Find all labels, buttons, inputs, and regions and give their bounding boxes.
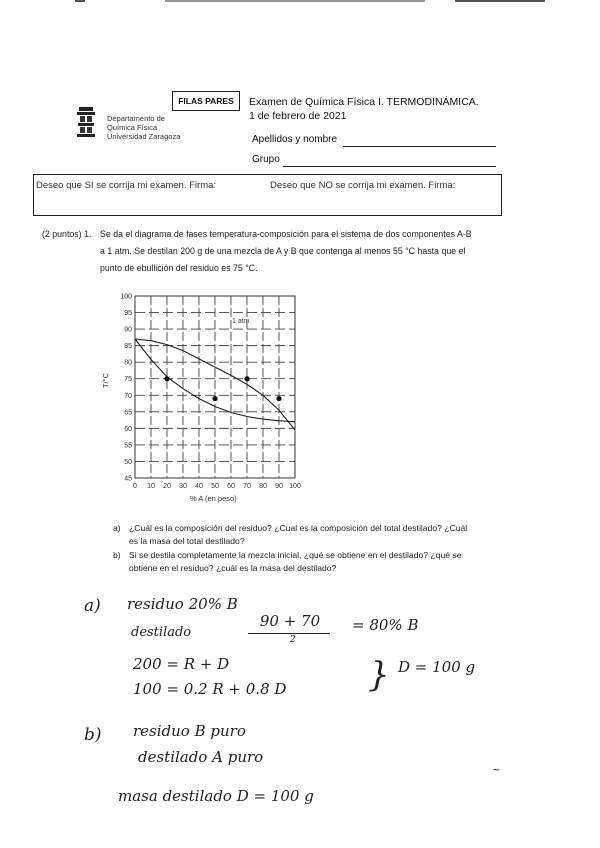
- question-line: punto de ebullición del residuo es 75 °C.: [100, 263, 258, 273]
- x-tick-label: 80: [259, 483, 267, 490]
- subquestion-b-line: Si se destila completamente la mezcla inicial, ¿qué se obtiene en el destilado? ¿qué se: [129, 550, 462, 560]
- exam-title: Examen de Química Física I. TERMODINÁMICA.: [249, 96, 479, 108]
- y-tick-label: 50: [124, 458, 132, 466]
- y-tick-label: 45: [124, 475, 132, 483]
- subquestion-a: [129, 522, 509, 548]
- chart-xlabel: % A (en peso): [190, 494, 237, 503]
- answer-b-masa: masa destilado D = 100 g: [118, 787, 314, 805]
- subquestion-b-line: obtiene en el residuo? ¿cuál es la masa del destilado?: [129, 563, 337, 573]
- data-point: [164, 376, 169, 381]
- university-crest-logo: [76, 105, 96, 139]
- x-tick-label: 40: [195, 483, 203, 490]
- subquestion-a-line: es la masa del total destilado?: [129, 536, 245, 546]
- x-tick-label: 10: [147, 483, 155, 490]
- department-line: Universidad Zaragoza: [107, 132, 181, 141]
- y-tick-label: 80: [124, 359, 132, 367]
- department-line: Departamento de: [107, 114, 165, 123]
- subquestion-b: [129, 549, 509, 575]
- chart-points: [164, 376, 281, 401]
- y-tick-label: 60: [124, 425, 132, 433]
- y-tick-label: 100: [120, 293, 132, 301]
- answer-a-label: a): [84, 596, 101, 616]
- consent-no-label: Deseo que NO se corrija mi examen. Firma:: [270, 180, 456, 191]
- y-tick-label: 55: [124, 442, 132, 450]
- answer-b-destilado: destilado A puro: [138, 748, 264, 766]
- subquestion-a-line: ¿Cuál es la composición del residuo? ¿Cual es la composición del total destilado? ¿Cuál: [129, 523, 468, 533]
- x-tick-label: 90: [275, 483, 283, 490]
- question-number: 1.: [84, 229, 92, 239]
- question-points: [42, 226, 91, 243]
- data-point: [244, 376, 249, 381]
- answer-fraction-numerator: 90 + 70: [259, 612, 321, 630]
- scan-top-rule: [75, 0, 545, 3]
- subquestion-a-label: a): [113, 523, 121, 533]
- chart-grid: [135, 296, 295, 478]
- chart-ylabel: T/°C: [101, 372, 110, 388]
- x-tick-label: 70: [243, 483, 251, 490]
- y-tick-label: 85: [124, 343, 132, 351]
- answer-equation-2: 100 = 0.2 R + 0.8 D: [133, 680, 287, 698]
- department-block: [107, 114, 180, 141]
- answer-b-label: b): [84, 725, 102, 745]
- answer-fraction-denominator: 2: [290, 635, 296, 645]
- answer-b-residuo: residuo B puro: [133, 722, 246, 740]
- chart-inside-label: 1 atm: [232, 318, 250, 325]
- question-points-label: (2 puntos): [42, 229, 82, 239]
- group-field-label: Grupo: [252, 154, 280, 165]
- exam-header: [249, 95, 479, 123]
- x-tick-label: 20: [163, 483, 171, 490]
- department-line: Química Física: [107, 123, 158, 132]
- exam-date: 1 de febrero de 2021: [249, 110, 347, 122]
- group-field-line[interactable]: [283, 166, 496, 167]
- y-tick-label: 65: [124, 409, 132, 417]
- consent-box: [33, 174, 502, 216]
- x-tick-label: 100: [289, 483, 301, 490]
- y-tick-label: 70: [124, 392, 132, 400]
- y-tick-label: 95: [124, 310, 132, 318]
- filas-pares-box: FILAS PARES: [172, 91, 240, 111]
- answer-equation-1: 200 = R + D: [133, 655, 230, 673]
- x-tick-label: 0: [133, 483, 137, 490]
- answer-fraction-result: = 80% B: [352, 616, 419, 634]
- question-text: [100, 226, 502, 277]
- name-field-label: Apellidos y nombre: [252, 134, 338, 145]
- x-tick-label: 30: [179, 483, 187, 490]
- y-tick-label: 75: [124, 376, 132, 384]
- answer-a-residuo: residuo 20% B: [127, 595, 238, 613]
- consent-yes-label: Deseo que SI se corrija mi examen. Firma:: [36, 180, 217, 191]
- phase-diagram: [98, 284, 318, 510]
- answer-fraction-bar: [248, 633, 330, 634]
- x-tick-label: 50: [211, 483, 219, 490]
- subquestion-b-label: b): [113, 550, 121, 560]
- name-field-line[interactable]: [343, 146, 496, 147]
- data-point: [212, 396, 217, 401]
- question-line: Se da el diagrama de fases temperatura-composición para el sistema de dos componentes A-B: [100, 229, 472, 239]
- y-tick-label: 90: [124, 326, 132, 334]
- data-point: [276, 396, 281, 401]
- answer-a-result: D = 100 g: [398, 658, 476, 676]
- question-line: a 1 atm. Se destilan 200 g de una mezcla de A y B que contenga al menos 55 °C hasta que el: [100, 246, 466, 256]
- answer-brace: }: [368, 655, 390, 695]
- chart-ticks: [120, 294, 301, 491]
- x-tick-label: 60: [227, 483, 235, 490]
- answer-a-destilado: destilado: [131, 625, 192, 640]
- margin-mark: ~: [492, 765, 501, 776]
